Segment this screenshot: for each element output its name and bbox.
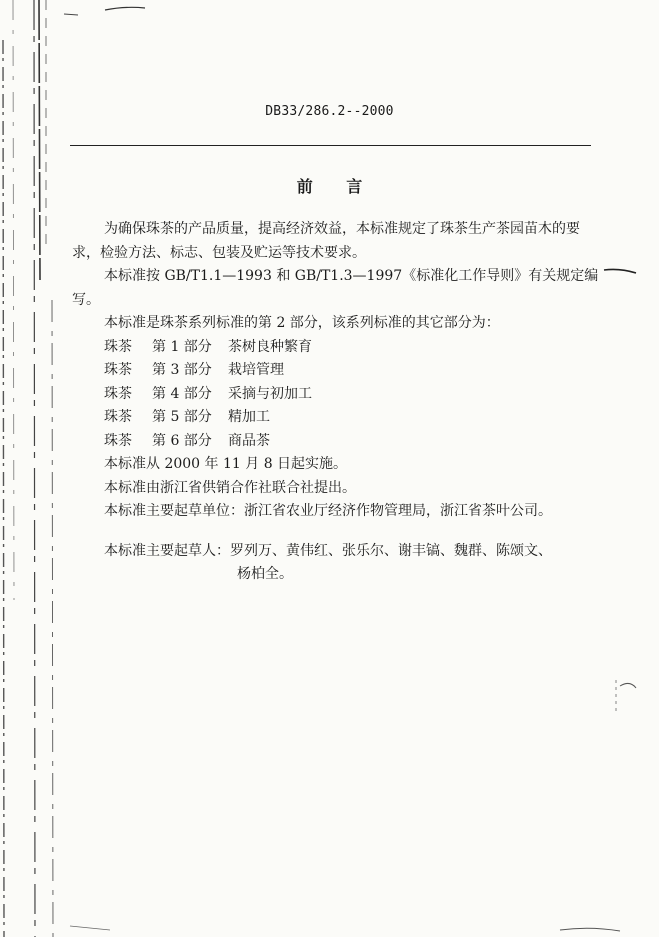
header-rule <box>70 145 591 146</box>
part-series: 珠茶 <box>104 362 132 378</box>
part-number: 第 3 部分 <box>152 362 212 378</box>
part-series: 珠茶 <box>104 409 132 425</box>
page-title: 前 言 <box>296 177 377 196</box>
foreword-body <box>72 218 606 587</box>
part-number: 第 6 部分 <box>152 432 212 449</box>
paragraph-drafting-basis: 本标准按 GB/T1.1—1993 和 GB/T1.3—1997《标准化工作导则》有关规定编写。 <box>72 268 599 308</box>
paragraph-effective-date: 本标准从 2000 年 11 月 8 日起实施。 <box>104 456 348 472</box>
drafters-label: 本标准主要起草人： <box>104 542 230 559</box>
paragraph-purpose: 为确保珠茶的产品质量，提高经济效益，本标准规定了珠茶生产茶园苗木的要求，检验方法、标志、包装及贮运等技术要求。 <box>72 221 580 261</box>
part-name: 采摘与初加工 <box>228 385 312 402</box>
part-name: 茶树良种繁育 <box>228 338 312 355</box>
drafters-names-line1: 罗列万、黄伟红、张乐尔、谢丰镐、魏群、陈颂文、 <box>230 542 552 559</box>
document-code: DB33/286.2--2000 <box>265 104 394 119</box>
paragraph-proposed-by: 本标准由浙江省供销合作社联合社提出。 <box>104 479 356 496</box>
part-number: 第 1 部分 <box>152 338 212 355</box>
part-name: 精加工 <box>228 409 270 425</box>
list-item <box>72 383 606 407</box>
list-item <box>72 359 606 383</box>
paragraph-series-intro: 本标准是珠茶系列标准的第 2 部分，该系列标准的其它部分为： <box>104 315 500 331</box>
parts-list <box>72 336 606 454</box>
part-number: 第 4 部分 <box>152 385 212 402</box>
part-series: 珠茶 <box>104 385 132 402</box>
list-item <box>72 336 606 360</box>
part-series: 珠茶 <box>104 432 132 449</box>
drafters-names-line2: 杨柏全。 <box>237 566 293 582</box>
list-item <box>72 406 606 430</box>
list-item <box>72 430 606 454</box>
part-name: 商品茶 <box>228 432 270 449</box>
paragraph-drafters <box>72 540 606 564</box>
part-name: 栽培管理 <box>228 362 284 378</box>
paragraph-drafting-units: 本标准主要起草单位：浙江省农业厅经济作物管理局，浙江省茶叶公司。 <box>104 503 552 519</box>
part-number: 第 5 部分 <box>152 409 212 425</box>
part-series: 珠茶 <box>104 338 132 355</box>
